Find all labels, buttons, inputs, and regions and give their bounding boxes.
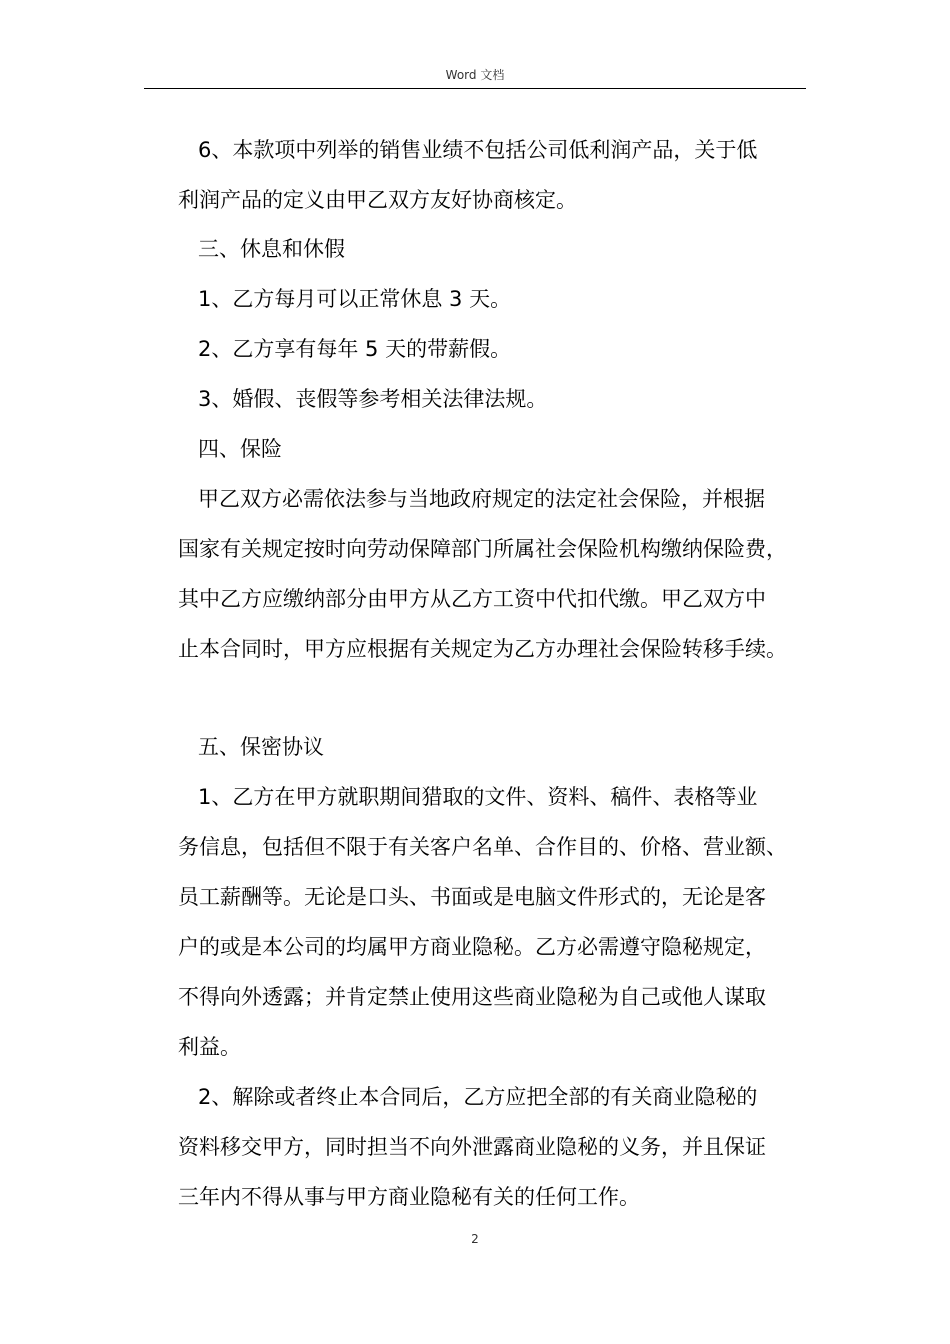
- body-line: 国家有关规定按时向劳动保障部门所属社会保险机构缴纳保险费，: [178, 537, 787, 561]
- body-line: 其中乙方应缴纳部分由甲方从乙方工资中代扣代缴。甲乙双方中: [178, 587, 766, 611]
- body-line: 3、婚假、丧假等参考相关法律法规。: [198, 387, 548, 411]
- running-header: Word 文档: [445, 68, 505, 82]
- body-line: 资料移交甲方，同时担当不向外泄露商业隐秘的义务，并且保证: [178, 1135, 766, 1159]
- body-line: 2、乙方享有每年 5 天的带薪假。: [198, 337, 512, 361]
- page-number: 2: [471, 1232, 479, 1246]
- body-line: 员工薪酬等。无论是口头、书面或是电脑文件形式的，无论是客: [178, 885, 766, 909]
- section-heading: 四、保险: [198, 437, 282, 461]
- body-line: 三年内不得从事与甲方商业隐秘有关的任何工作。: [178, 1185, 640, 1209]
- body-line: 1、乙方在甲方就职期间猎取的文件、资料、稿件、表格等业: [198, 785, 758, 809]
- body-line: 甲乙双方必需依法参与当地政府规定的法定社会保险，并根据: [198, 487, 765, 511]
- section-heading: 五、保密协议: [198, 735, 324, 759]
- body-line: 1、乙方每月可以正常休息 3 天。: [198, 287, 512, 311]
- section-heading: 三、休息和休假: [198, 237, 345, 261]
- body-line: 2、解除或者终止本合同后，乙方应把全部的有关商业隐秘的: [198, 1085, 758, 1109]
- body-line: 6、本款项中列举的销售业绩不包括公司低利润产品，关于低: [198, 138, 758, 162]
- body-line: 利润产品的定义由甲乙双方友好协商核定。: [178, 188, 577, 212]
- header-divider: [144, 88, 806, 89]
- body-line: 不得向外透露；并肯定禁止使用这些商业隐秘为自己或他人谋取: [178, 985, 766, 1009]
- body-line: 务信息，包括但不限于有关客户名单、合作目的、价格、营业额、: [178, 835, 787, 859]
- body-line: 止本合同时，甲方应根据有关规定为乙方办理社会保险转移手续。: [178, 637, 787, 661]
- body-line: 利益。: [178, 1035, 241, 1059]
- body-line: 户的或是本公司的均属甲方商业隐秘。乙方必需遵守隐秘规定，: [178, 935, 766, 959]
